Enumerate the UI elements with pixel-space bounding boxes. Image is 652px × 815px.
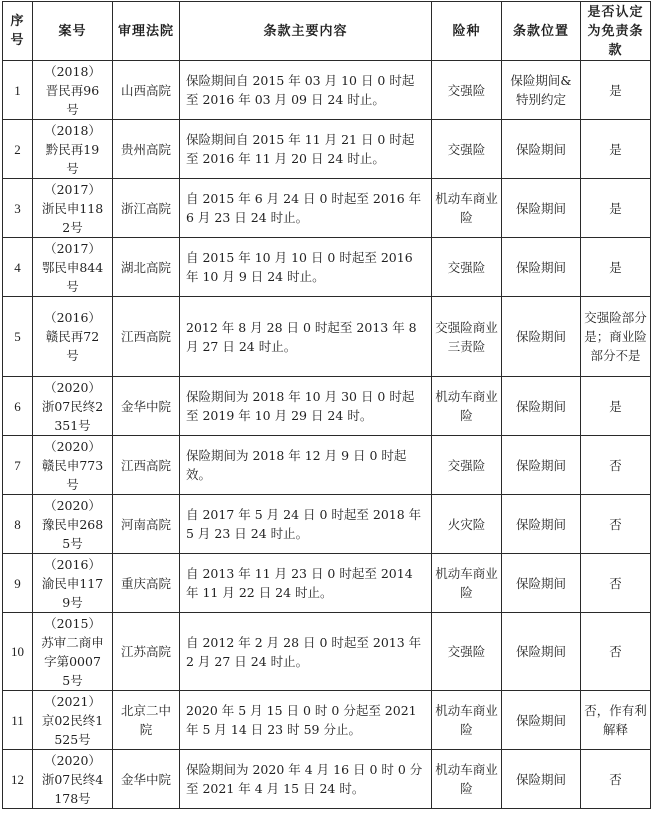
case-number-cell: （2017）浙民申1182号: [33, 179, 113, 238]
clause-content-cell: 保险期间为 2018 年 10 月 30 日 0 时起至 2019 年 10 月 29 日 24 时。: [180, 377, 432, 436]
exemption-cell: 是: [581, 120, 651, 179]
court-cell: 山西高院: [113, 61, 180, 120]
clause-position-cell: 保险期间: [502, 750, 581, 809]
seq-cell: 6: [3, 377, 33, 436]
table-row: [3, 377, 651, 436]
case-number-cell: （2015）苏审二商申字第00075号: [33, 613, 113, 691]
insurance-type-cell: 交强险: [432, 238, 502, 297]
seq-cell: 7: [3, 436, 33, 495]
court-cell: 浙江高院: [113, 179, 180, 238]
seq-cell: 9: [3, 554, 33, 613]
insurance-type-cell: 机动车商业险: [432, 554, 502, 613]
table-row: [3, 297, 651, 377]
exemption-cell: 否: [581, 436, 651, 495]
clause-content-cell: 自 2012 年 2 月 28 日 0 时起至 2013 年 2 月 27 日 24 时止。: [180, 613, 432, 691]
insurance-type-cell: 机动车商业险: [432, 691, 502, 750]
header-seq: 序号: [3, 2, 33, 61]
table-body: [3, 61, 651, 809]
clause-content-cell: 自 2017 年 5 月 24 日 0 时起至 2018 年 5 月 23 日 24 时止。: [180, 495, 432, 554]
court-cell: 金华中院: [113, 377, 180, 436]
clause-position-cell: 保险期间: [502, 613, 581, 691]
clause-position-cell: 保险期间: [502, 436, 581, 495]
insurance-type-cell: 交强险商业三责险: [432, 297, 502, 377]
table-row: [3, 554, 651, 613]
header-court: 审理法院: [113, 2, 180, 61]
insurance-type-cell: 机动车商业险: [432, 179, 502, 238]
exemption-cell: 否: [581, 554, 651, 613]
clause-position-cell: 保险期间: [502, 297, 581, 377]
insurance-type-cell: 交强险: [432, 61, 502, 120]
header-case-number: 案号: [33, 2, 113, 61]
table-row: [3, 120, 651, 179]
case-number-cell: （2020）赣民申773号: [33, 436, 113, 495]
court-cell: 北京二中院: [113, 691, 180, 750]
seq-cell: 8: [3, 495, 33, 554]
case-number-cell: （2016）渝民申1179号: [33, 554, 113, 613]
clause-content-cell: 自 2013 年 11 月 23 日 0 时起至 2014 年 11 月 22 日 24 时止。: [180, 554, 432, 613]
court-cell: 湖北高院: [113, 238, 180, 297]
clause-content-cell: 保险期间自 2015 年 03 月 10 日 0 时起至 2016 年 03 月 09 日 24 时止。: [180, 61, 432, 120]
seq-cell: 11: [3, 691, 33, 750]
court-cell: 江西高院: [113, 436, 180, 495]
header-row: [3, 2, 651, 61]
seq-cell: 12: [3, 750, 33, 809]
clause-content-cell: 2020 年 5 月 15 日 0 时 0 分起至 2021 年 5 月 14 日 23 时 59 分止。: [180, 691, 432, 750]
case-number-cell: （2020）浙07民终4178号: [33, 750, 113, 809]
seq-cell: 1: [3, 61, 33, 120]
clause-content-cell: 自 2015 年 10 月 10 日 0 时起至 2016 年 10 月 9 日 24 时止。: [180, 238, 432, 297]
clause-position-cell: 保险期间: [502, 120, 581, 179]
insurance-type-cell: 机动车商业险: [432, 750, 502, 809]
exemption-cell: 否，作有利解释: [581, 691, 651, 750]
table-row: [3, 61, 651, 120]
exemption-cell: 交强险部分是；商业险部分不是: [581, 297, 651, 377]
court-cell: 江西高院: [113, 297, 180, 377]
court-cell: 金华中院: [113, 750, 180, 809]
insurance-type-cell: 交强险: [432, 613, 502, 691]
seq-cell: 3: [3, 179, 33, 238]
header-exemption-recognized: 是否认定为免责条款: [581, 2, 651, 61]
case-number-cell: （2020）豫民申2685号: [33, 495, 113, 554]
table-row: [3, 238, 651, 297]
exemption-cell: 是: [581, 377, 651, 436]
insurance-type-cell: 交强险: [432, 436, 502, 495]
insurance-type-cell: 交强险: [432, 120, 502, 179]
clause-content-cell: 保险期间为 2020 年 4 月 16 日 0 时 0 分至 2021 年 4 月 15 日 24 时。: [180, 750, 432, 809]
clause-content-cell: 2012 年 8 月 28 日 0 时起至 2013 年 8 月 27 日 24 时止。: [180, 297, 432, 377]
seq-cell: 10: [3, 613, 33, 691]
court-cell: 江苏高院: [113, 613, 180, 691]
clause-position-cell: 保险期间: [502, 238, 581, 297]
clause-content-cell: 保险期间为 2018 年 12 月 9 日 0 时起效。: [180, 436, 432, 495]
case-number-cell: （2018）晋民再96号: [33, 61, 113, 120]
table-row: [3, 750, 651, 809]
case-number-cell: （2021）京02民终1525号: [33, 691, 113, 750]
exemption-clause-table: [2, 1, 651, 809]
header-clause-content: 条款主要内容: [180, 2, 432, 61]
header-clause-position: 条款位置: [502, 2, 581, 61]
table-row: [3, 179, 651, 238]
case-number-cell: （2017）鄂民申844号: [33, 238, 113, 297]
insurance-type-cell: 机动车商业险: [432, 377, 502, 436]
insurance-type-cell: 火灾险: [432, 495, 502, 554]
table-row: [3, 436, 651, 495]
court-cell: 重庆高院: [113, 554, 180, 613]
exemption-cell: 否: [581, 613, 651, 691]
case-number-cell: （2018）黔民再19号: [33, 120, 113, 179]
seq-cell: 2: [3, 120, 33, 179]
clause-position-cell: 保险期间: [502, 179, 581, 238]
clause-position-cell: 保险期间: [502, 554, 581, 613]
case-number-cell: （2016）赣民再72号: [33, 297, 113, 377]
seq-cell: 5: [3, 297, 33, 377]
court-cell: 河南高院: [113, 495, 180, 554]
clause-position-cell: 保险期间: [502, 377, 581, 436]
exemption-cell: 是: [581, 238, 651, 297]
exemption-cell: 是: [581, 61, 651, 120]
seq-cell: 4: [3, 238, 33, 297]
clause-content-cell: 自 2015 年 6 月 24 日 0 时起至 2016 年 6 月 23 日 24 时止。: [180, 179, 432, 238]
exemption-cell: 否: [581, 750, 651, 809]
clause-position-cell: 保险期间: [502, 495, 581, 554]
clause-position-cell: 保险期间&特别约定: [502, 61, 581, 120]
court-cell: 贵州高院: [113, 120, 180, 179]
exemption-cell: 是: [581, 179, 651, 238]
clause-position-cell: 保险期间: [502, 691, 581, 750]
clause-content-cell: 保险期间自 2015 年 11 月 21 日 0 时起至 2016 年 11 月 20 日 24 时止。: [180, 120, 432, 179]
table-row: [3, 495, 651, 554]
clause-table-container: [2, 1, 650, 809]
table-row: [3, 613, 651, 691]
header-insurance-type: 险种: [432, 2, 502, 61]
exemption-cell: 否: [581, 495, 651, 554]
case-number-cell: （2020）浙07民终2351号: [33, 377, 113, 436]
table-row: [3, 691, 651, 750]
